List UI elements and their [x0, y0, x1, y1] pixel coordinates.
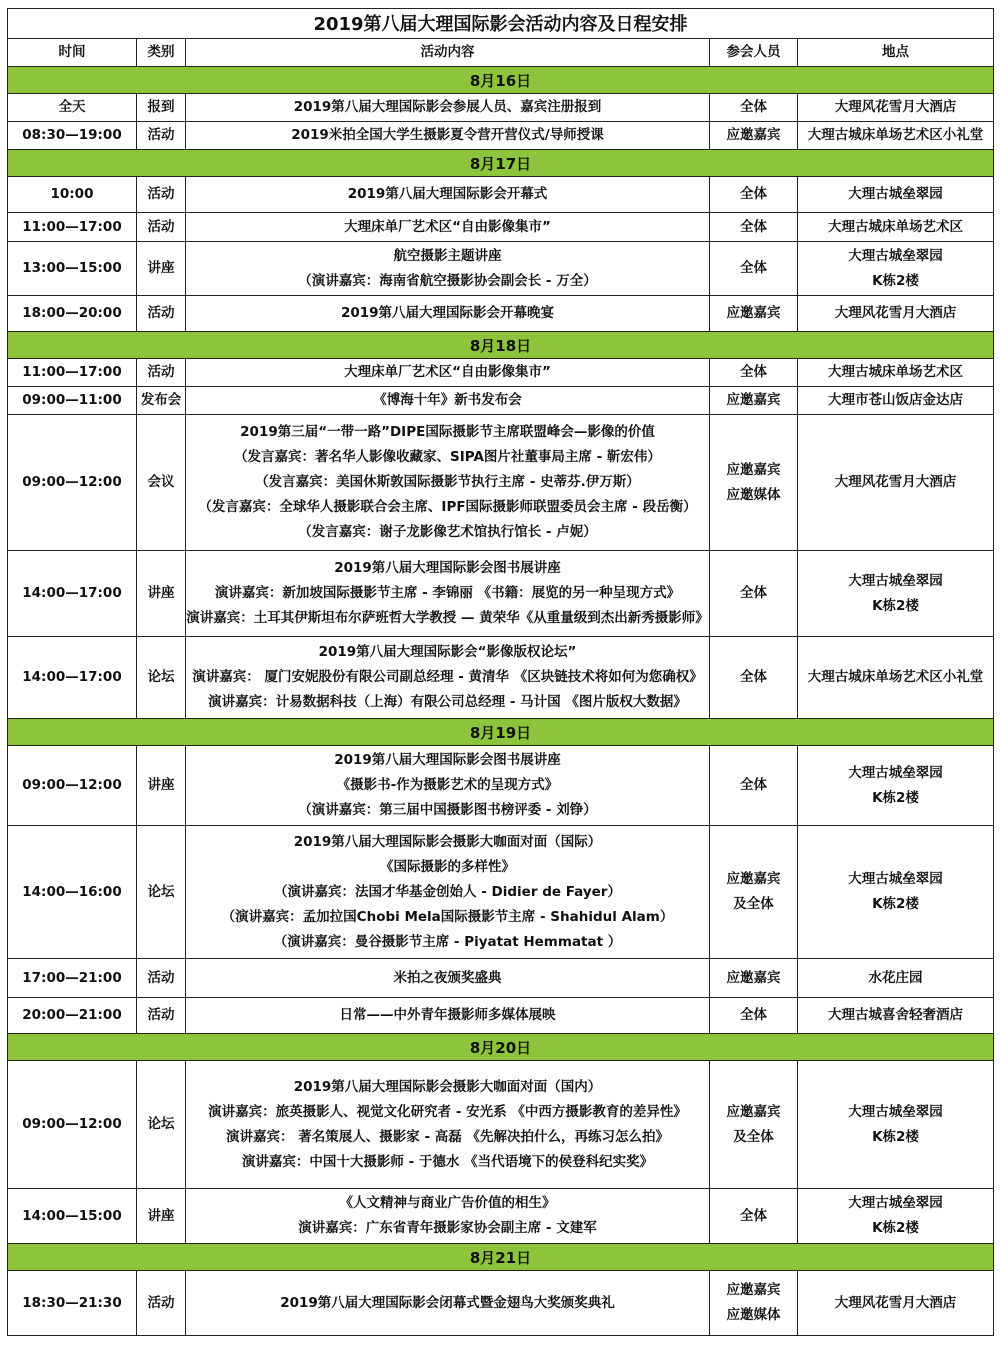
time-cell [8, 826, 136, 958]
time-cell-line: 18:30—21:30 [22, 1294, 122, 1311]
category-cell [137, 177, 185, 212]
location-cell-line: 大理古城垒翠园 [848, 247, 943, 264]
content-cell [186, 94, 709, 121]
content-cell-line: 日常——中外青年摄影师多媒体展映 [339, 1007, 556, 1023]
header-location: 地点 [882, 43, 909, 60]
location-cell [798, 998, 993, 1033]
content-cell [186, 746, 709, 825]
time-cell [8, 959, 136, 997]
category-cell [137, 746, 185, 825]
category-cell-line: 活动 [147, 1007, 175, 1023]
content-cell [186, 1189, 709, 1243]
time-cell [8, 415, 136, 550]
location-cell-line: 大理古城垒翠园 [848, 572, 943, 589]
content-cell-line: （演讲嘉宾：第三届中国摄影图书榜评委 - 刘铮） [298, 802, 597, 818]
content-cell-line: 演讲嘉宾： 著名策展人、摄影家 - 高磊 《先解决拍什么，再练习怎么拍》 [226, 1128, 669, 1145]
attendees-cell [710, 177, 797, 212]
time-cell-line: 08:30—19:00 [22, 127, 122, 143]
content-cell-line: 《摄影书-作为摄影艺术的呈现方式》 [336, 777, 559, 793]
location-cell-line: K栋2楼 [872, 1128, 919, 1145]
location-cell [798, 637, 993, 718]
content-cell-line: （发言嘉宾：谢子龙影像艺术馆执行馆长 - 卢妮） [298, 524, 597, 540]
location-cell [798, 213, 993, 241]
content-cell-line: 《人文精神与商业广告价值的相生》 [339, 1195, 556, 1211]
category-cell-line: 论坛 [147, 1116, 175, 1132]
category-cell-line: 活动 [147, 186, 175, 202]
time-cell-line: 11:00—17:00 [22, 364, 122, 380]
time-cell [8, 746, 136, 825]
time-cell [8, 122, 136, 149]
location-cell-line: K栋2楼 [872, 896, 919, 912]
location-cell-line: 水花庄园 [868, 969, 923, 986]
location-cell-line: 大理古城床单场艺术区小礼堂 [807, 127, 984, 143]
content-cell-line: 大理床单厂艺术区“自由影像集市” [344, 364, 551, 380]
category-cell-line: 活动 [147, 127, 175, 143]
category-cell-line: 讲座 [147, 1207, 175, 1224]
page-title: 2019第八届大理国际影会活动内容及日程安排 [313, 14, 688, 35]
attendees-cell-line: 全体 [740, 669, 767, 685]
attendees-cell-line: 应邀嘉宾 [726, 461, 781, 478]
category-cell-line: 讲座 [147, 585, 175, 601]
header-time: 时间 [58, 43, 86, 60]
category-cell-line: 会议 [147, 474, 175, 490]
content-cell-line: 《国际摄影的多样性》 [380, 858, 515, 875]
attendees-cell-line: 及全体 [733, 1128, 774, 1145]
content-cell-line: 演讲嘉宾：旅英摄影人、视觉文化研究者 - 安光系 《中西方摄影教育的差异性》 [208, 1103, 687, 1120]
attendees-cell-line: 全体 [740, 186, 767, 202]
category-cell [137, 1189, 185, 1243]
content-cell-line: 2019第八届大理国际影会摄影大咖面对面（国内） [293, 1078, 602, 1095]
location-cell [798, 94, 993, 121]
content-cell-line: 演讲嘉宾：计易数据科技（上海）有限公司总经理 - 马计国 《图片版权大数据》 [208, 694, 687, 710]
category-cell [137, 213, 185, 241]
content-cell-line: 2019第八届大理国际影会开幕晚宴 [340, 305, 555, 321]
location-cell-line: 大理古城垒翠园 [848, 871, 943, 887]
attendees-cell-line: 全体 [740, 1207, 767, 1224]
time-cell-line: 全天 [58, 99, 86, 115]
attendees-cell-line: 全体 [740, 364, 767, 380]
attendees-cell [710, 959, 797, 997]
time-cell [8, 94, 136, 121]
time-cell [8, 1271, 136, 1335]
attendees-cell [710, 1271, 797, 1335]
location-cell-line: 大理风花雪月大酒店 [834, 99, 957, 115]
attendees-cell-line: 应邀嘉宾 [726, 871, 781, 887]
time-cell [8, 387, 136, 414]
content-cell-line: 2019第八届大理国际影会“影像版权论坛” [318, 644, 577, 660]
attendees-cell [710, 1061, 797, 1188]
attendees-cell [710, 122, 797, 149]
time-cell-line: 10:00 [50, 186, 94, 202]
category-cell [137, 387, 185, 414]
attendees-cell [710, 637, 797, 718]
attendees-cell-line: 应邀嘉宾 [726, 1103, 781, 1120]
content-cell [186, 387, 709, 414]
attendees-cell [710, 1189, 797, 1243]
category-cell [137, 1271, 185, 1335]
location-cell-line: 大理古城垒翠园 [848, 1195, 943, 1211]
location-cell-line: 大理古城垒翠园 [848, 186, 943, 202]
location-cell [798, 959, 993, 997]
location-cell [798, 826, 993, 958]
time-cell-line: 18:00—20:00 [22, 305, 122, 321]
content-cell-line: 演讲嘉宾：土耳其伊斯坦布尔萨班哲大学教授 — 黄荣华《从重量级到杰出新秀摄影师》 [186, 610, 709, 626]
attendees-cell [710, 242, 797, 295]
content-cell [186, 415, 709, 550]
time-cell [8, 213, 136, 241]
content-cell-line: 演讲嘉宾：中国十大摄影师 - 于德水 《当代语境下的侯登科纪实奖》 [241, 1153, 654, 1170]
content-cell-line: （演讲嘉宾：曼谷摄影节主席 - Piyatat Hemmatat ） [273, 933, 622, 950]
time-cell-line: 14:00—17:00 [22, 585, 122, 601]
category-cell-line: 讲座 [147, 777, 175, 793]
content-cell [186, 551, 709, 636]
content-cell-line: 航空摄影主题讲座 [393, 247, 502, 264]
attendees-cell [710, 359, 797, 386]
content-cell-line: （演讲嘉宾：孟加拉国Chobi Mela国际摄影节主席 - Shahidul Alam） [221, 908, 674, 925]
category-cell [137, 637, 185, 718]
location-cell-line: 大理市苍山饭店金达店 [828, 392, 963, 408]
day-band: 8月16日 [8, 67, 993, 93]
time-cell-line: 14:00—17:00 [22, 669, 122, 685]
time-cell [8, 998, 136, 1033]
content-cell-line: 2019第三届“一带一路”DIPE国际摄影节主席联盟峰会—影像的价值 [240, 424, 655, 440]
content-cell-line: 2019第八届大理国际影会图书展讲座 [334, 560, 561, 576]
content-cell-line: 《博海十年》新书发布会 [373, 392, 522, 408]
location-cell [798, 1271, 993, 1335]
category-cell [137, 551, 185, 636]
content-cell-line: （演讲嘉宾：海南省航空摄影协会副会长 - 万全） [298, 272, 597, 289]
day-band: 8月21日 [8, 1244, 993, 1270]
location-cell [798, 177, 993, 212]
content-cell [186, 122, 709, 149]
content-cell-line: 米拍之夜颁奖盛典 [393, 969, 502, 986]
location-cell-line: 大理风花雪月大酒店 [834, 1294, 957, 1311]
category-cell-line: 论坛 [147, 883, 175, 900]
category-cell [137, 826, 185, 958]
location-cell-line: K栋2楼 [872, 789, 919, 806]
content-cell [186, 213, 709, 241]
attendees-cell-line: 应邀媒体 [726, 1307, 781, 1323]
attendees-cell [710, 998, 797, 1033]
attendees-cell [710, 213, 797, 241]
location-cell [798, 387, 993, 414]
attendees-cell-line: 全体 [740, 260, 767, 276]
attendees-cell-line: 应邀嘉宾 [726, 305, 781, 321]
attendees-cell [710, 415, 797, 550]
category-cell [137, 415, 185, 550]
content-cell-line: （发言嘉宾：美国休斯敦国际摄影节执行主席 - 史蒂芬.伊万斯） [255, 474, 640, 490]
content-cell-line: （发言嘉宾：著名华人影像收藏家、SIPA图片社董事局主席 - 靳宏伟） [234, 449, 661, 465]
time-cell-line: 09:00—11:00 [22, 392, 122, 408]
content-cell [186, 177, 709, 212]
location-cell [798, 1061, 993, 1188]
attendees-cell [710, 826, 797, 958]
location-cell-line: 大理古城床单场艺术区小礼堂 [807, 669, 984, 685]
content-cell [186, 1271, 709, 1335]
header-content: 活动内容 [420, 43, 475, 60]
content-cell [186, 296, 709, 331]
content-cell-line: 2019第八届大理国际影会闭幕式暨金翅鸟大奖颁奖典礼 [280, 1294, 615, 1311]
category-cell [137, 242, 185, 295]
location-cell-line: 大理古城垒翠园 [848, 764, 943, 781]
attendees-cell-line: 全体 [740, 585, 767, 601]
time-cell-line: 09:00—12:00 [22, 474, 122, 490]
location-cell-line: K栋2楼 [872, 597, 919, 614]
content-cell [186, 242, 709, 295]
attendees-cell-line: 全体 [740, 777, 767, 793]
content-cell-line: 演讲嘉宾：新加坡国际摄影节主席 - 李锦丽 《书籍：展览的另一种呈现方式》 [214, 585, 681, 601]
category-cell [137, 998, 185, 1033]
day-band: 8月18日 [8, 332, 993, 358]
category-cell [137, 122, 185, 149]
time-cell-line: 17:00—21:00 [22, 969, 122, 986]
location-cell-line: 大理古城喜舍轻奢酒店 [828, 1007, 963, 1023]
category-cell-line: 活动 [147, 1294, 175, 1311]
attendees-cell [710, 746, 797, 825]
attendees-cell [710, 387, 797, 414]
time-cell [8, 296, 136, 331]
location-cell-line: 大理风花雪月大酒店 [834, 305, 957, 321]
location-cell-line: K栋2楼 [872, 1220, 919, 1236]
location-cell [798, 415, 993, 550]
content-cell [186, 359, 709, 386]
content-cell [186, 998, 709, 1033]
content-cell-line: 大理床单厂艺术区“自由影像集市” [344, 218, 551, 235]
time-cell-line: 09:00—12:00 [22, 1116, 122, 1132]
category-cell [137, 296, 185, 331]
attendees-cell-line: 及全体 [733, 896, 774, 912]
time-cell [8, 359, 136, 386]
day-band: 8月17日 [8, 150, 993, 176]
attendees-cell-line: 应邀嘉宾 [726, 1282, 781, 1298]
time-cell-line: 13:00—15:00 [22, 260, 122, 276]
category-cell-line: 讲座 [147, 260, 175, 276]
content-cell-line: 演讲嘉宾： 厦门安妮股份有限公司副总经理 - 黄清华 《区块链技术将如何为您确权》 [192, 669, 703, 685]
time-cell-line: 20:00—21:00 [22, 1007, 122, 1023]
content-cell [186, 1061, 709, 1188]
content-cell-line: 2019第八届大理国际影会图书展讲座 [334, 752, 561, 768]
location-cell-line: 大理古城垒翠园 [848, 1103, 943, 1120]
category-cell [137, 359, 185, 386]
content-cell-line: （发言嘉宾：全球华人摄影联合会主席、IPF国际摄影师联盟委员会主席 - 段岳衡） [198, 499, 697, 515]
time-cell-line: 14:00—16:00 [22, 883, 122, 900]
content-cell-line: 2019第八届大理国际影会摄影大咖面对面（国际） [293, 833, 602, 850]
attendees-cell-line: 全体 [740, 218, 767, 235]
location-cell-line: 大理古城床单场艺术区 [828, 364, 963, 380]
category-cell-line: 发布会 [140, 392, 182, 408]
attendees-cell-line: 应邀嘉宾 [726, 392, 781, 408]
category-cell-line: 报到 [147, 99, 175, 115]
location-cell [798, 296, 993, 331]
content-cell [186, 826, 709, 958]
content-cell [186, 959, 709, 997]
category-cell-line: 论坛 [147, 669, 175, 685]
category-cell-line: 活动 [147, 305, 175, 321]
time-cell [8, 1061, 136, 1188]
content-cell [186, 637, 709, 718]
time-cell [8, 177, 136, 212]
location-cell [798, 1189, 993, 1243]
time-cell [8, 637, 136, 718]
day-band: 8月19日 [8, 719, 993, 745]
location-cell [798, 746, 993, 825]
location-cell-line: 大理古城床单场艺术区 [828, 218, 963, 235]
header-category: 类别 [147, 43, 175, 60]
category-cell [137, 1061, 185, 1188]
attendees-cell-line: 全体 [740, 99, 767, 115]
location-cell [798, 122, 993, 149]
attendees-cell [710, 551, 797, 636]
time-cell [8, 551, 136, 636]
attendees-cell-line: 应邀嘉宾 [726, 969, 781, 986]
location-cell [798, 242, 993, 295]
content-cell-line: （演讲嘉宾：法国才华基金创始人 - Didier de Fayer） [274, 883, 621, 900]
time-cell-line: 14:00—15:00 [22, 1207, 122, 1224]
attendees-cell [710, 296, 797, 331]
time-cell-line: 09:00—12:00 [22, 777, 122, 793]
content-cell-line: 2019米拍全国大学生摄影夏令营开营仪式/导师授课 [291, 127, 604, 143]
category-cell-line: 活动 [147, 218, 175, 235]
content-cell-line: 演讲嘉宾：广东省青年摄影家协会副主席 - 文建军 [298, 1220, 597, 1236]
day-band: 8月20日 [8, 1034, 993, 1060]
location-cell-line: K栋2楼 [872, 272, 919, 289]
time-cell [8, 1189, 136, 1243]
content-cell-line: 2019第八届大理国际影会参展人员、嘉宾注册报到 [293, 99, 602, 115]
time-cell-line: 11:00—17:00 [22, 218, 122, 235]
header-attendees: 参会人员 [726, 43, 781, 60]
category-cell [137, 94, 185, 121]
time-cell [8, 242, 136, 295]
location-cell [798, 551, 993, 636]
category-cell [137, 959, 185, 997]
attendees-cell [710, 94, 797, 121]
location-cell-line: 大理风花雪月大酒店 [834, 474, 957, 490]
category-cell-line: 活动 [147, 364, 175, 380]
attendees-cell-line: 应邀嘉宾 [726, 127, 781, 143]
attendees-cell-line: 全体 [740, 1007, 767, 1023]
content-cell-line: 2019第八届大理国际影会开幕式 [347, 186, 548, 202]
location-cell [798, 359, 993, 386]
attendees-cell-line: 应邀媒体 [726, 486, 781, 503]
category-cell-line: 活动 [147, 969, 175, 986]
